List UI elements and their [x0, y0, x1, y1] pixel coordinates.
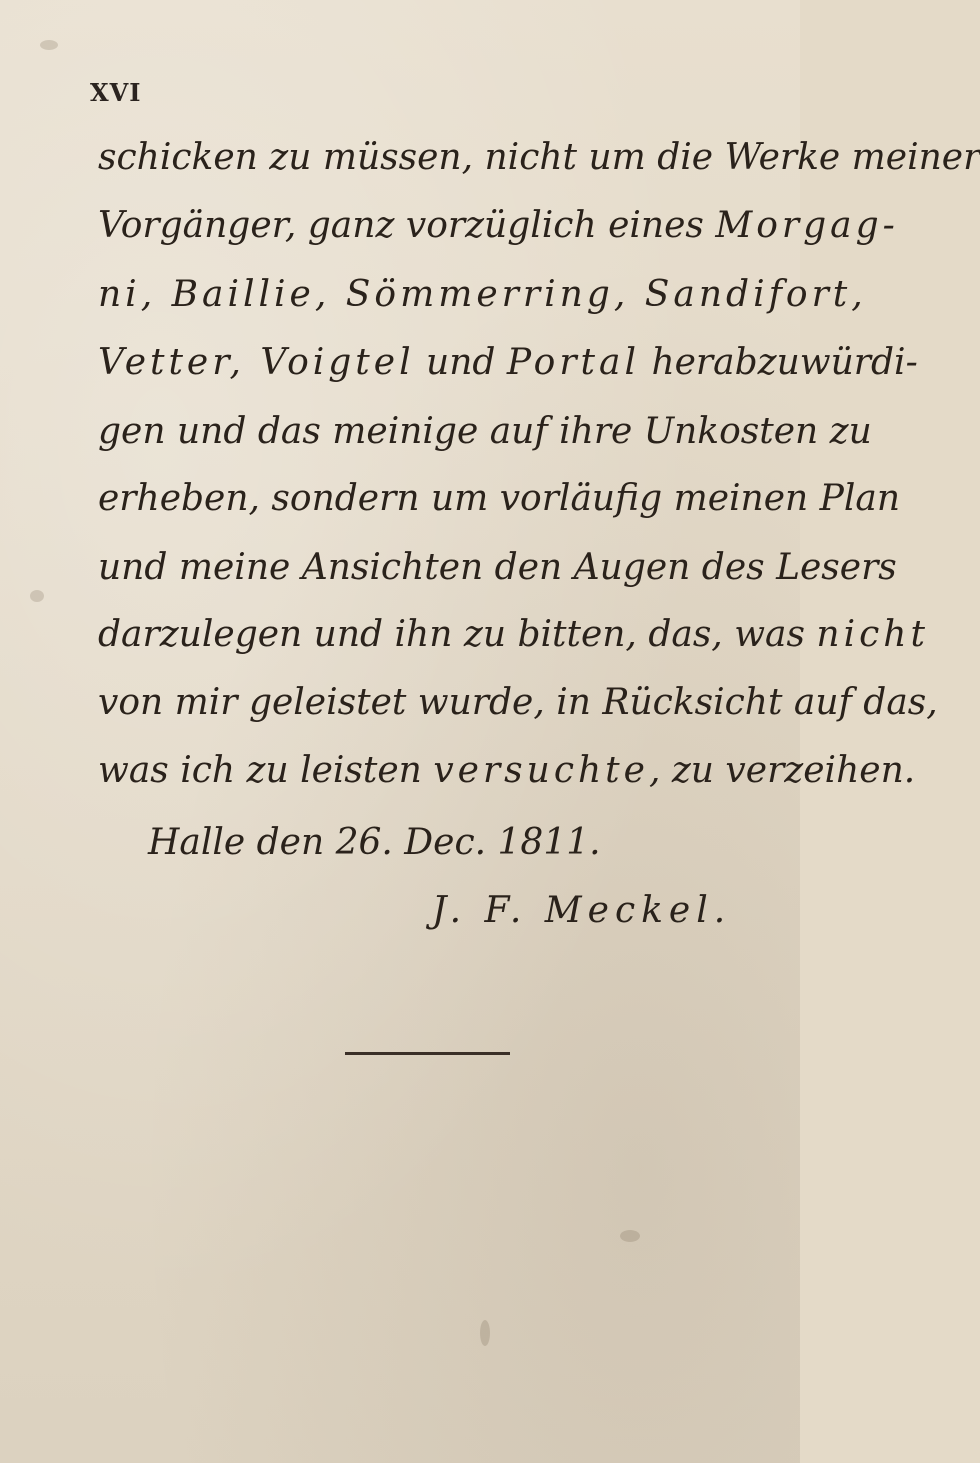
text-line-1: schicken zu müssen, nicht um die Werke meiner — [98, 137, 980, 178]
text-segment: herabzuwürdi- — [640, 342, 918, 383]
text-line-8 — [98, 614, 929, 655]
paper-stain — [40, 40, 58, 50]
emphasized-name: Morgag- — [715, 205, 899, 246]
text-line-5: gen und das meinige auf ihre Unkosten zu — [98, 411, 872, 452]
closing-rule — [345, 1052, 510, 1055]
text-line-9: von mir geleistet wurde, in Rücksicht auf das, — [98, 682, 938, 723]
text-segment: und — [414, 342, 507, 383]
signature: J. F. Meckel. — [432, 890, 732, 931]
paper-stain — [620, 1230, 640, 1242]
text-line-10 — [98, 750, 916, 791]
emphasized-word: nicht — [816, 614, 929, 655]
text-line-3 — [98, 274, 867, 315]
text-line-4 — [98, 342, 918, 383]
emphasized-word: versuchte — [433, 750, 649, 791]
paper-stain — [30, 590, 44, 602]
text-segment: darzulegen und ihn zu bitten, das, was — [98, 614, 817, 655]
text-line-6: erheben, sondern um vorläufig meinen Plan — [98, 478, 901, 519]
paper-stain — [480, 1320, 490, 1346]
emphasized-name: Portal — [506, 342, 640, 383]
emphasized-names: ni, Baillie, Sömmerring, Sandifort, — [98, 274, 867, 315]
text-line-7: und meine Ansichten den Augen des Lesers — [98, 547, 897, 588]
text-line-2 — [98, 205, 899, 246]
text-segment: was ich zu leisten — [98, 750, 434, 791]
dateline: Halle den 26. Dec. 1811. — [148, 822, 601, 863]
text-segment: Vorgänger, ganz vorzüglich eines — [98, 205, 716, 246]
page-number: XVI — [90, 78, 142, 107]
text-segment: , zu verzeihen. — [648, 750, 916, 791]
emphasized-name: Vetter, Voigtel — [98, 342, 415, 383]
